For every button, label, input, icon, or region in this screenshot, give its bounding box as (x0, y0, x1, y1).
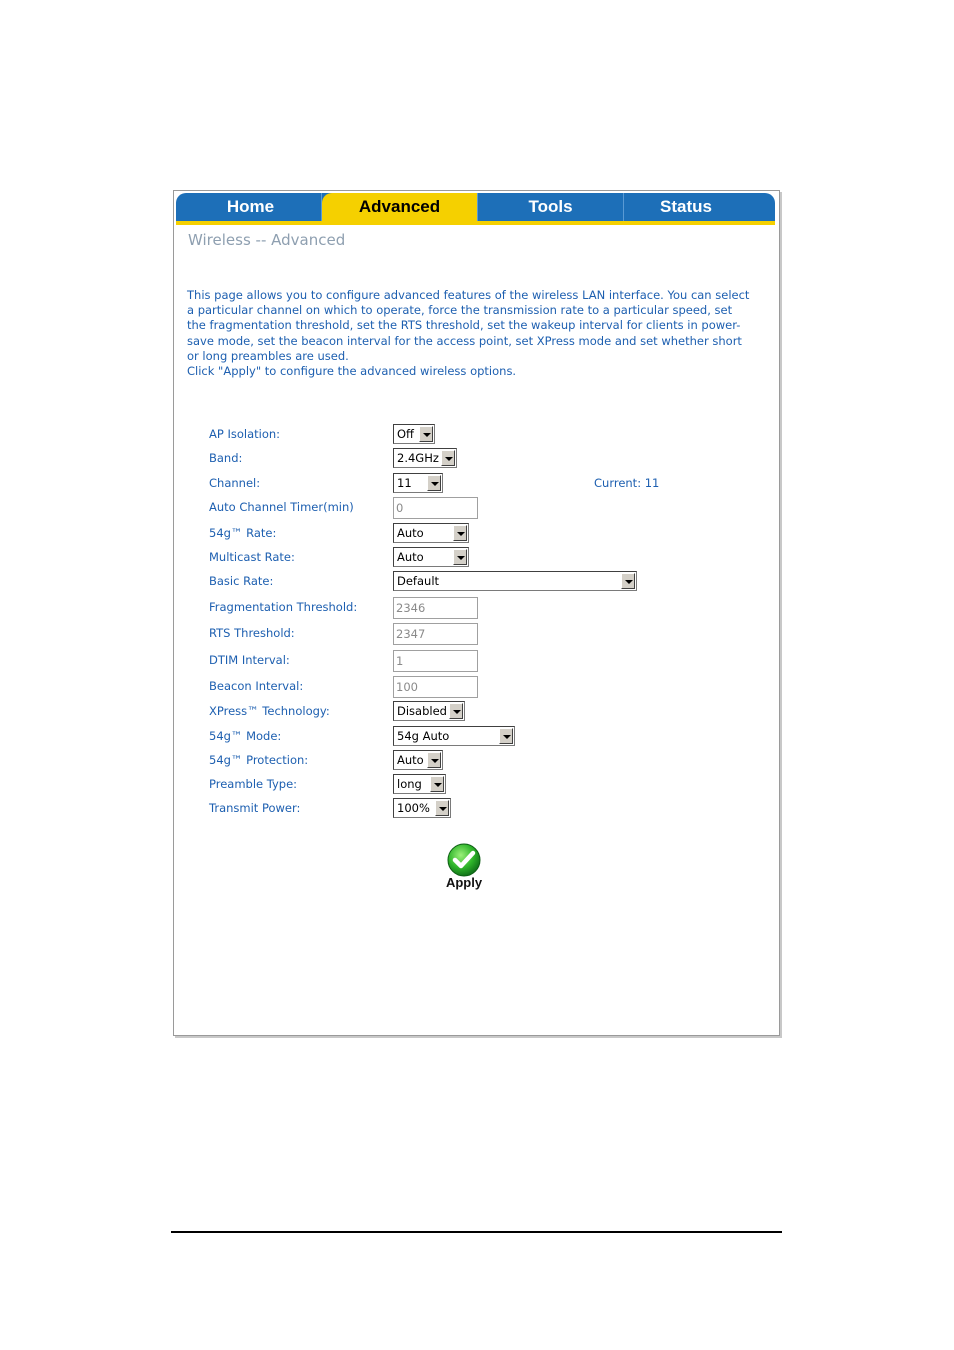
fragmentation-threshold-label: Fragmentation Threshold: (209, 600, 358, 614)
xpress-technology-select[interactable] (393, 701, 465, 721)
multicast-rate-select[interactable] (393, 547, 469, 567)
row-auto-channel-timer (209, 497, 749, 519)
row-54g-protection (209, 750, 749, 772)
channel-label: Channel: (209, 476, 261, 490)
tab-home[interactable]: Home (180, 193, 322, 221)
row-preamble-type (209, 774, 749, 796)
beacon-interval-label: Beacon Interval: (209, 679, 304, 693)
rate-54g-select[interactable] (393, 523, 469, 543)
page-title: Wireless -- Advanced (188, 231, 346, 249)
dtim-interval-input[interactable]: 1 (393, 650, 478, 672)
channel-select[interactable] (393, 473, 443, 493)
preamble-type-label: Preamble Type: (209, 777, 298, 791)
apply-button[interactable] (442, 843, 486, 893)
mode-54g-value: 54g Auto (397, 729, 450, 743)
tab-tools[interactable]: Tools (478, 193, 624, 221)
row-fragmentation-threshold (209, 597, 749, 619)
rts-threshold-input[interactable]: 2347 (393, 623, 478, 645)
mode-54g-label: 54g™ Mode: (209, 729, 282, 743)
auto-channel-timer-label: Auto Channel Timer(min) (209, 500, 354, 514)
preamble-type-select[interactable] (393, 774, 446, 794)
basic-rate-label: Basic Rate: (209, 574, 274, 588)
row-rts-threshold (209, 623, 749, 645)
transmit-power-value: 100% (397, 801, 430, 815)
tab-advanced[interactable]: Advanced (322, 193, 478, 221)
row-54g-rate (209, 523, 749, 545)
multicast-rate-value: Auto (397, 550, 424, 564)
chevron-down-icon[interactable] (419, 426, 433, 442)
beacon-interval-input[interactable]: 100 (393, 676, 478, 698)
rts-threshold-label: RTS Threshold: (209, 626, 295, 640)
xpress-technology-label: XPress™ Technology: (209, 704, 330, 718)
row-xpress-technology (209, 701, 749, 723)
fragmentation-threshold-input[interactable]: 2346 (393, 597, 478, 619)
row-basic-rate (209, 571, 749, 593)
row-beacon-interval (209, 676, 749, 698)
protection-54g-value: Auto (397, 753, 424, 767)
row-band (209, 448, 749, 470)
basic-rate-select[interactable] (393, 571, 637, 591)
current-channel: Current: 11 (594, 476, 660, 490)
band-label: Band: (209, 451, 243, 465)
band-select[interactable] (393, 448, 457, 468)
instruction-text: Click "Apply" to configure the advanced wireless options. (187, 364, 517, 379)
checkmark-icon (446, 843, 482, 877)
auto-channel-timer-input[interactable]: 0 (393, 497, 478, 519)
channel-value: 11 (397, 476, 412, 490)
dtim-interval-label: DTIM Interval: (209, 653, 290, 667)
chevron-down-icon[interactable] (621, 573, 635, 589)
apply-label: Apply (445, 875, 483, 890)
rate-54g-value: Auto (397, 526, 424, 540)
chevron-down-icon[interactable] (441, 450, 455, 466)
chevron-down-icon[interactable] (453, 549, 467, 565)
transmit-power-label: Transmit Power: (209, 801, 301, 815)
xpress-technology-value: Disabled (397, 704, 447, 718)
router-panel (173, 190, 780, 1036)
ap-isolation-select[interactable] (393, 424, 435, 444)
row-dtim-interval (209, 650, 749, 672)
page-footer-rule (171, 1231, 782, 1233)
chevron-down-icon[interactable] (435, 800, 449, 816)
chevron-down-icon[interactable] (449, 703, 463, 719)
chevron-down-icon[interactable] (427, 475, 441, 491)
multicast-rate-label: Multicast Rate: (209, 550, 295, 564)
page-description (187, 288, 752, 379)
protection-54g-select[interactable] (393, 750, 443, 770)
rate-54g-label: 54g™ Rate: (209, 526, 277, 540)
row-ap-isolation (209, 424, 749, 446)
chevron-down-icon[interactable] (427, 752, 441, 768)
tab-status[interactable]: Status (660, 197, 712, 216)
description-text: This page allows you to configure advanced features of the wireless LAN interface. You can select a particular channel on which to operate, force the transmission rate to a particular speed, set the fragmentation threshold, set the RTS threshold, set the wakeup interval for clients in power-save mode, set the beacon interval for the access point, set XPress mode and set whether short or long preambles are used. (187, 288, 750, 363)
row-channel (209, 473, 749, 495)
ap-isolation-value: Off (397, 427, 414, 441)
preamble-type-value: long (397, 777, 422, 791)
basic-rate-value: Default (397, 574, 440, 588)
chevron-down-icon[interactable] (430, 776, 444, 792)
transmit-power-select[interactable] (393, 798, 451, 818)
mode-54g-select[interactable] (393, 726, 515, 746)
row-54g-mode (209, 726, 749, 748)
chevron-down-icon[interactable] (499, 728, 513, 744)
nav-tabbar (176, 193, 775, 225)
protection-54g-label: 54g™ Protection: (209, 753, 309, 767)
row-multicast-rate (209, 547, 749, 569)
ap-isolation-label: AP Isolation: (209, 427, 281, 441)
row-transmit-power (209, 798, 749, 820)
chevron-down-icon[interactable] (453, 525, 467, 541)
band-value: 2.4GHz (397, 451, 439, 465)
